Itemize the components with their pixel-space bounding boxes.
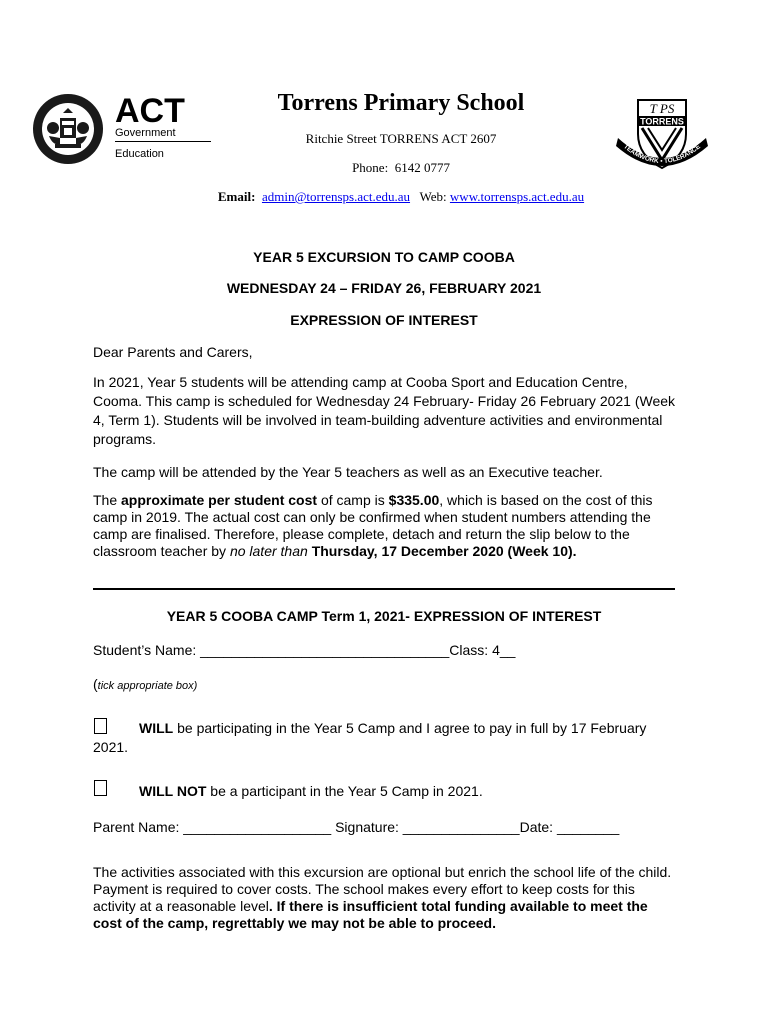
student-name-class-field[interactable]: Student’s Name: ________________________________Class: 4__	[93, 642, 516, 658]
teachers-paragraph: The camp will be attended by the Year 5 teachers as well as an Executive teacher.	[93, 464, 603, 480]
funding-disclaimer	[93, 864, 678, 932]
web-label: Web:	[419, 189, 447, 204]
will-not-participate-checkbox[interactable]	[94, 780, 107, 796]
parent-signature-date-field[interactable]: Parent Name: ___________________ Signature: _______________Date: ________	[93, 819, 620, 835]
expression-of-interest-heading: EXPRESSION OF INTEREST	[290, 312, 478, 328]
school-name: Torrens Primary School	[277, 90, 525, 116]
crest-motto: TEAMWORK • TOLERANCE	[622, 143, 702, 166]
email-label: Email:	[217, 189, 256, 204]
cost-text-2: of camp is	[317, 492, 389, 508]
will-not-text: be a participant in the Year 5 Camp in 2021.	[206, 783, 483, 799]
tick-open-paren: (	[93, 676, 98, 692]
will-label: WILL	[139, 720, 174, 736]
tick-instruction-text: tick appropriate box)	[97, 680, 198, 692]
torrens-school-crest	[612, 98, 712, 172]
will-not-participate-option	[139, 783, 483, 800]
phone-label: Phone:	[352, 160, 389, 175]
will-participate-option	[93, 719, 653, 757]
act-wordmark: ACT	[115, 92, 185, 130]
school-contact-line	[150, 189, 652, 205]
excursion-heading: YEAR 5 EXCURSION TO CAMP COOBA	[253, 249, 515, 265]
will-text: be participating in the Year 5 Camp and I agree to pay in full by 17 February 2021.	[93, 720, 647, 755]
crest-banner: TORRENS	[640, 116, 684, 127]
cost-text-1: The	[93, 492, 122, 508]
act-government-label: Government	[115, 127, 176, 139]
act-coat-of-arms-icon	[33, 94, 103, 164]
cost-bold-1: approximate per student cost	[121, 492, 318, 508]
phone-number: 6142 0777	[394, 160, 450, 175]
will-not-label: WILL NOT	[139, 783, 207, 799]
greeting: Dear Parents and Carers,	[93, 344, 253, 360]
cost-paragraph	[93, 492, 678, 560]
email-link[interactable]: admin@torrensps.act.edu.au	[261, 189, 411, 204]
excursion-dates-heading: WEDNESDAY 24 – FRIDAY 26, FEBRUARY 2021	[226, 280, 542, 296]
school-address: Ritchie Street TORRENS ACT 2607	[305, 131, 497, 146]
school-phone-line	[150, 160, 652, 176]
cost-italic: no later than	[229, 543, 308, 559]
funding-text: The activities associated with this excursion are optional but enrich the school life of the child. Payment is required to cover costs. The school makes every effort to keep costs for this activity at a reasonable level	[93, 864, 672, 914]
funding-warning: . If there is insufficient total funding available to meet the cost of the camp, regrettably we may not be able to proceed.	[93, 898, 648, 931]
cost-deadline: Thursday, 17 December 2020 (Week 10).	[311, 543, 577, 559]
cost-amount: $335.00	[388, 492, 440, 508]
detach-divider	[93, 588, 675, 590]
camp-intro-paragraph: In 2021, Year 5 students will be attending camp at Cooba Sport and Education Centre, Cooma. This camp is scheduled for Wednesday 24 February- Friday 26 February 2021 (Week 4, Term 1). Students will be involved in team-building adventure activities and environmental programs.	[93, 374, 676, 447]
web-link[interactable]: www.torrensps.act.edu.au	[449, 189, 585, 204]
cost-text-3: , which is based on the cost of this camp in 2019. The actual cost can only be confirmed when student numbers attending the camp are finalised. Therefore, please complete, detach and return the slip below to the classroom teacher by	[93, 492, 653, 559]
act-education-label: Education	[115, 148, 164, 160]
crest-monogram: T PS	[649, 101, 675, 116]
slip-title: YEAR 5 COOBA CAMP Term 1, 2021- EXPRESSION OF INTEREST	[166, 608, 602, 624]
school-crest-icon	[612, 98, 712, 172]
tick-instruction	[93, 676, 197, 695]
